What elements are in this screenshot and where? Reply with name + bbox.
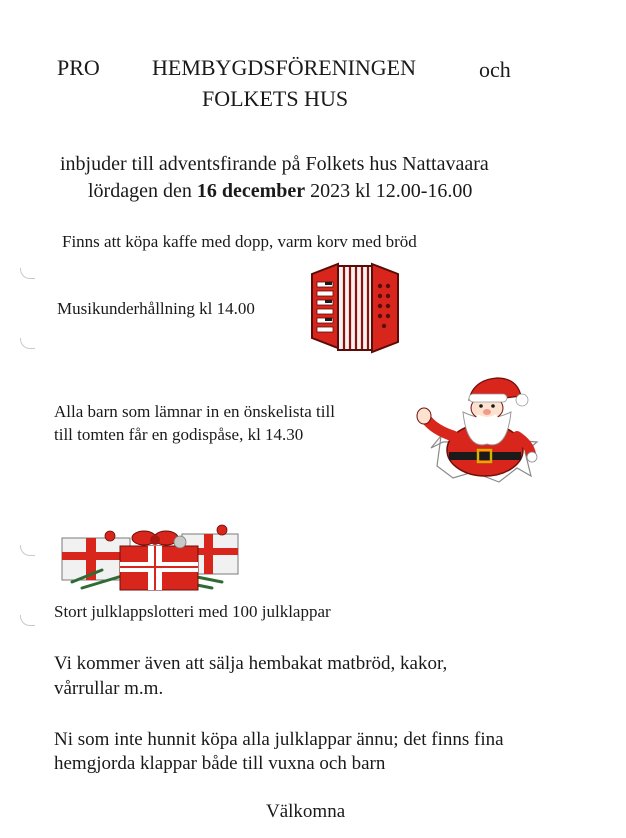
org-conjunction: och — [479, 57, 511, 82]
kids-text-line-2: till tomten får en godispåse, kl 14.30 — [54, 425, 304, 444]
punch-mark — [20, 615, 35, 626]
bake-text-line-2: vårrullar m.m. — [54, 678, 164, 699]
santa-icon — [413, 378, 543, 498]
invite-date-prefix: lördagen den — [88, 180, 197, 202]
org-pro: PRO — [57, 55, 100, 80]
punch-mark — [20, 338, 35, 349]
accordion-icon — [308, 262, 400, 357]
kids-text-line-1: Alla barn som lämnar in en önskelista till — [54, 402, 335, 421]
gifts-text-line-2: hemgjorda klappar både till vuxna och barn — [54, 753, 386, 774]
lottery-text: Stort julklappslotteri med 100 julklappar — [54, 602, 331, 621]
gifts-icon — [62, 518, 240, 594]
invite-date-bold: 16 december — [196, 180, 306, 202]
coffee-text: Finns att köpa kaffe med dopp, varm korv med bröd — [62, 232, 417, 251]
invite-line-2 — [88, 180, 472, 203]
invite-line-1: inbjuder till adventsfirande på Folkets hus Nattavaara — [60, 153, 489, 175]
punch-mark — [20, 268, 35, 279]
music-text: Musikunderhållning kl 14.00 — [57, 299, 255, 318]
invite-date-suffix: 2023 kl 12.00-16.00 — [305, 180, 473, 202]
gifts-text-line-1: Ni som inte hunnit köpa alla julklappar ännu; det finns fina — [54, 729, 504, 750]
bake-text-line-1: Vi kommer även att sälja hembakat matbröd, kakor, — [54, 653, 448, 674]
org-folkets-hus: FOLKETS HUS — [202, 86, 349, 111]
org-hembygdsforeningen: HEMBYGDSFÖRENINGEN — [152, 55, 417, 80]
punch-mark — [20, 545, 35, 556]
closing-text: Välkomna — [266, 801, 346, 822]
